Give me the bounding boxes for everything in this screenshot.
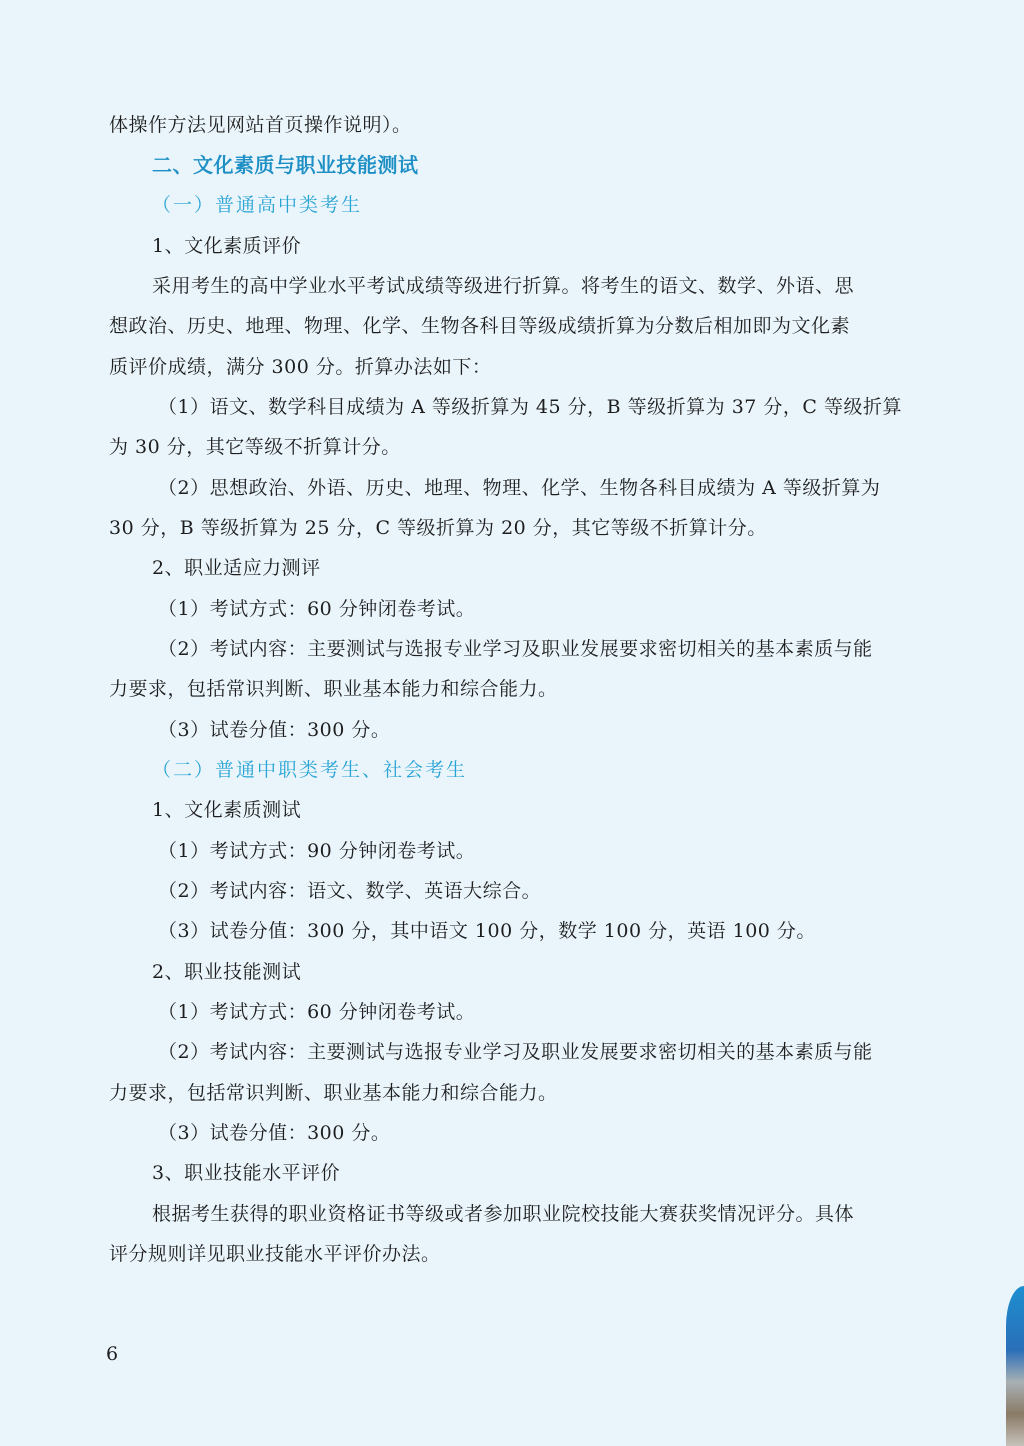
body-text-line: （1）考试方式：60 分钟闭卷考试。: [158, 1001, 476, 1023]
body-text-line: （2）考试内容：主要测试与选报专业学习及职业发展要求密切相关的基本素质与能: [158, 638, 873, 660]
subsection-heading: （二）普通中职类考生、社会考生: [152, 759, 468, 781]
body-text-line: （1）考试方式：90 分钟闭卷考试。: [158, 840, 476, 862]
body-text-line: 为 30 分，其它等级不折算计分。: [109, 436, 401, 458]
decorative-photo-strip: [1006, 1286, 1024, 1446]
item-heading: 2、职业技能测试: [152, 961, 302, 983]
body-text-line: （2）思想政治、外语、历史、地理、物理、化学、生物各科目成绩为 A 等级折算为: [158, 477, 881, 499]
item-heading: 2、职业适应力测评: [152, 557, 321, 579]
body-text-line: （1）语文、数学科目成绩为 A 等级折算为 45 分，B 等级折算为 37 分，C 等级折算: [158, 396, 902, 418]
item-heading: 1、文化素质评价: [152, 235, 302, 257]
section-heading: 二、文化素质与职业技能测试: [152, 153, 419, 177]
body-text-line: 根据考生获得的职业资格证书等级或者参加职业院校技能大赛获奖情况评分。具体: [152, 1203, 855, 1225]
body-text-line: 质评价成绩，满分 300 分。折算办法如下：: [109, 356, 492, 378]
body-text-line: （1）考试方式：60 分钟闭卷考试。: [158, 598, 476, 620]
body-text-line: （2）考试内容：主要测试与选报专业学习及职业发展要求密切相关的基本素质与能: [158, 1041, 873, 1063]
body-text-line: 采用考生的高中学业水平考试成绩等级进行折算。将考生的语文、数学、外语、思: [152, 275, 855, 297]
body-text-line: 评分规则详见职业技能水平评价办法。: [109, 1243, 441, 1265]
body-text-line: 力要求，包括常识判断、职业基本能力和综合能力。: [109, 1082, 558, 1104]
body-text-line: （2）考试内容：语文、数学、英语大综合。: [158, 880, 542, 902]
body-text-line: （3）试卷分值：300 分。: [158, 719, 391, 741]
item-heading: 1、文化素质测试: [152, 799, 302, 821]
body-text-line: 30 分，B 等级折算为 25 分，C 等级折算为 20 分，其它等级不折算计分。: [109, 517, 767, 539]
page-number: 6: [106, 1343, 119, 1365]
body-text-line: （3）试卷分值：300 分。: [158, 1122, 391, 1144]
item-heading: 3、职业技能水平评价: [152, 1162, 341, 1184]
body-text-line: 体操作方法见网站首页操作说明）。: [109, 114, 412, 136]
body-text-line: （3）试卷分值：300 分，其中语文 100 分，数学 100 分，英语 100 分。: [158, 920, 816, 942]
body-text-line: 想政治、历史、地理、物理、化学、生物各科目等级成绩折算为分数后相加即为文化素: [109, 315, 851, 337]
corner-decoration: [1002, 1286, 1024, 1446]
body-text-line: 力要求，包括常识判断、职业基本能力和综合能力。: [109, 678, 558, 700]
subsection-heading: （一）普通高中类考生: [152, 194, 363, 216]
